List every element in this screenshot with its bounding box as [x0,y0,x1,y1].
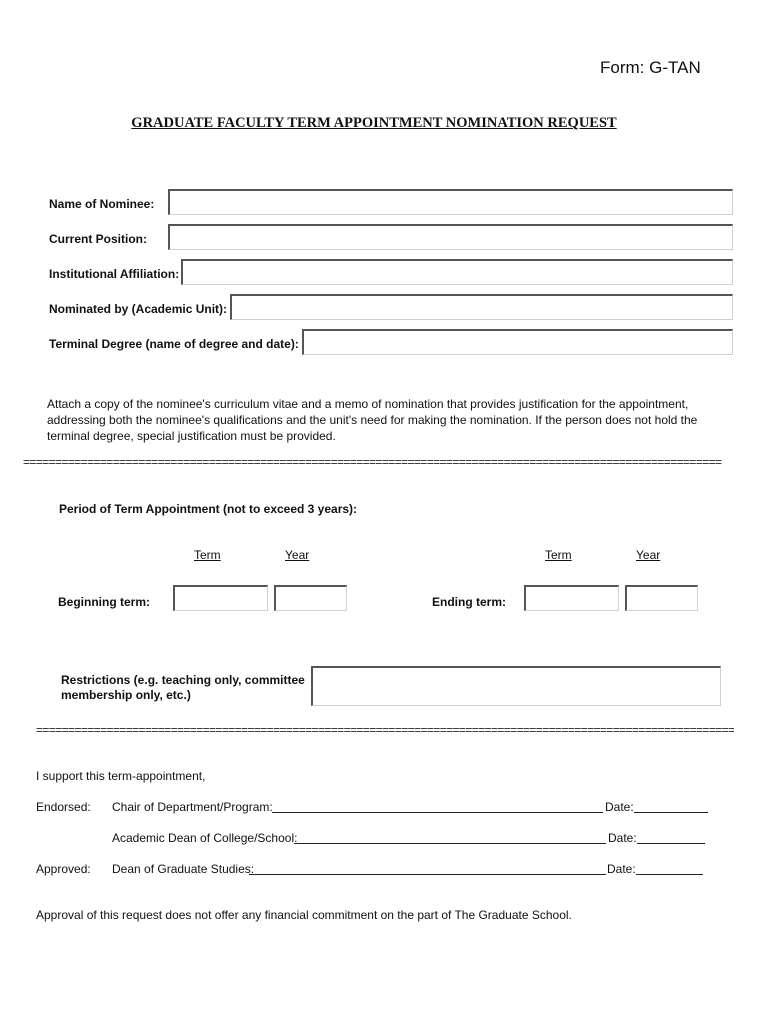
beginning-term-field[interactable] [173,585,268,611]
restrictions-label-line2: membership only, etc.) [61,688,191,702]
terminal-degree-label: Terminal Degree (name of degree and date): [49,337,299,351]
footer-note: Approval of this request does not offer any financial commitment on the part of The Graduate School. [36,908,572,922]
chair-label: Chair of Department/Program: [112,800,273,814]
current-position-label: Current Position: [49,232,147,246]
grad-dean-label: Dean of Graduate Studies: [112,862,255,876]
form-id: Form: G-TAN [600,58,701,77]
chair-signature-line[interactable] [272,812,603,813]
nominated-by-label: Nominated by (Academic Unit): [49,302,228,316]
restrictions-label-line1: Restrictions (e.g. teaching only, committee [61,673,305,687]
ending-term-label: Ending term: [432,595,506,609]
nominee-name-label: Name of Nominee: [49,197,155,211]
grad-dean-date-line[interactable] [636,874,703,875]
terminal-degree-field[interactable] [302,329,733,355]
academic-dean-date-label: Date: [608,831,637,845]
institutional-affiliation-field[interactable] [181,259,733,285]
nominated-by-field[interactable] [230,294,733,320]
beginning-term-header: Term [194,548,221,562]
separator-1: ============================================================================================================= [23,455,722,469]
beginning-year-field[interactable] [274,585,347,611]
academic-dean-label: Academic Dean of College/School: [112,831,298,845]
ending-term-field[interactable] [524,585,619,611]
academic-dean-date-line[interactable] [637,843,705,844]
beginning-year-header: Year [285,548,310,562]
beginning-term-label: Beginning term: [58,595,150,609]
support-intro: I support this term-appointment, [36,769,206,783]
chair-date-line[interactable] [634,812,708,813]
academic-dean-signature-line[interactable] [294,843,606,844]
grad-dean-date-label: Date: [607,862,636,876]
grad-dean-signature-line[interactable] [249,874,606,875]
current-position-field[interactable] [168,224,733,250]
form-title: GRADUATE FACULTY TERM APPOINTMENT NOMINATION REQUEST [131,115,617,131]
institutional-affiliation-label: Institutional Affiliation: [49,267,180,281]
instructions-paragraph: Attach a copy of the nominee's curriculum vitae and a memo of nomination that provides justification for the appointment, addressing both the nominee's qualifications and the unit's need for making the nomination. If the person does not hold the terminal degree, special justification must be provided. [47,397,698,443]
period-heading: Period of Term Appointment (not to exceed 3 years): [59,502,358,516]
nominee-name-field[interactable] [168,189,733,215]
endorsed-label: Endorsed: [36,800,91,814]
separator-2: ============================================================================================================= [36,723,734,737]
approved-label: Approved: [36,862,91,876]
ending-year-header: Year [636,548,661,562]
ending-term-header: Term [545,548,572,562]
ending-year-field[interactable] [625,585,698,611]
chair-date-label: Date: [605,800,634,814]
restrictions-field[interactable] [311,666,721,706]
